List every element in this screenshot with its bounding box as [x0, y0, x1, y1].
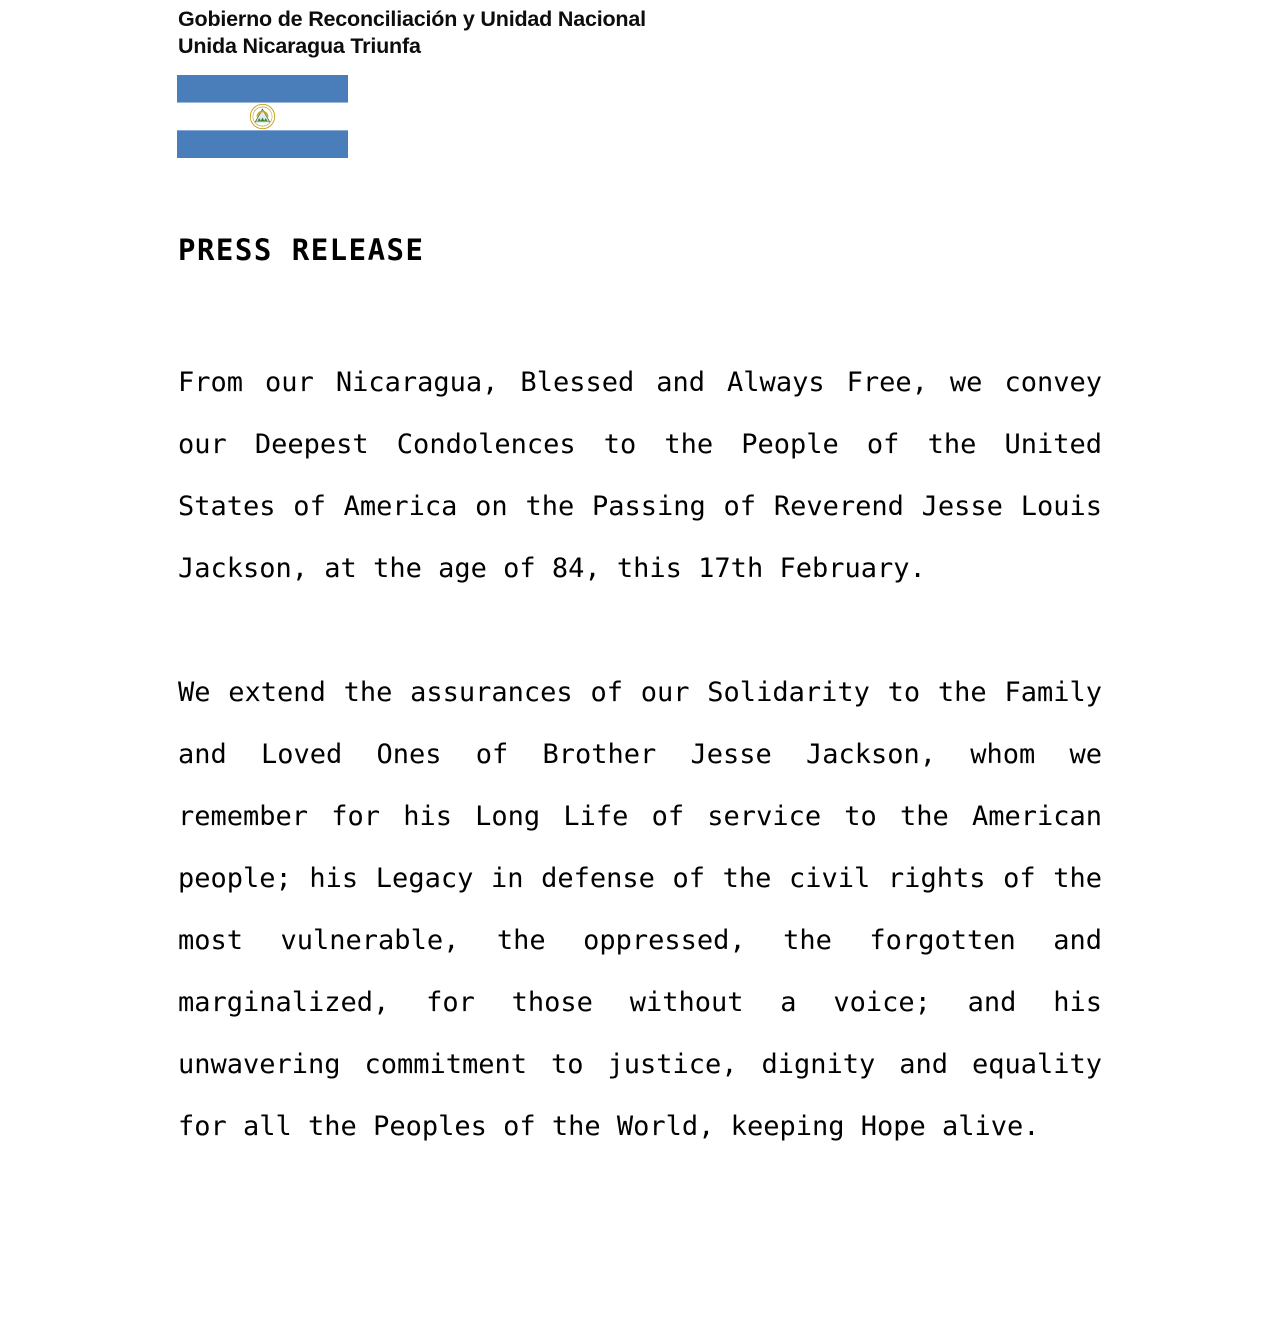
nicaragua-flag: [177, 75, 348, 158]
letterhead-line-1: Gobierno de Reconciliación y Unidad Nacional: [178, 7, 646, 31]
press-release-title: PRESS RELEASE: [178, 233, 425, 267]
paragraph-2: We extend the assurances of our Solidarity to the Family and Loved Ones of Brother Jesse Jackson, whom we remember for his Long Life of service to the American people; his Legacy in defense of the civil rights of the most vulnerable, the oppressed, the forgotten and marginalized, for those without a voice; and his unwavering commitment to justice, dignity and equality for all the Peoples of the World, keeping Hope alive.: [178, 677, 1102, 1142]
letterhead: [178, 6, 1118, 60]
letterhead-line-2: Unida Nicaragua Triunfa: [178, 34, 421, 58]
press-release-body: [178, 352, 1102, 1158]
paragraph-1: From our Nicaragua, Blessed and Always Free, we convey our Deepest Condolences to the People of the United States of America on the Passing of Reverend Jesse Louis Jackson, at the age of 84, this 17th February.: [178, 367, 1102, 584]
flag-icon: [177, 75, 348, 158]
